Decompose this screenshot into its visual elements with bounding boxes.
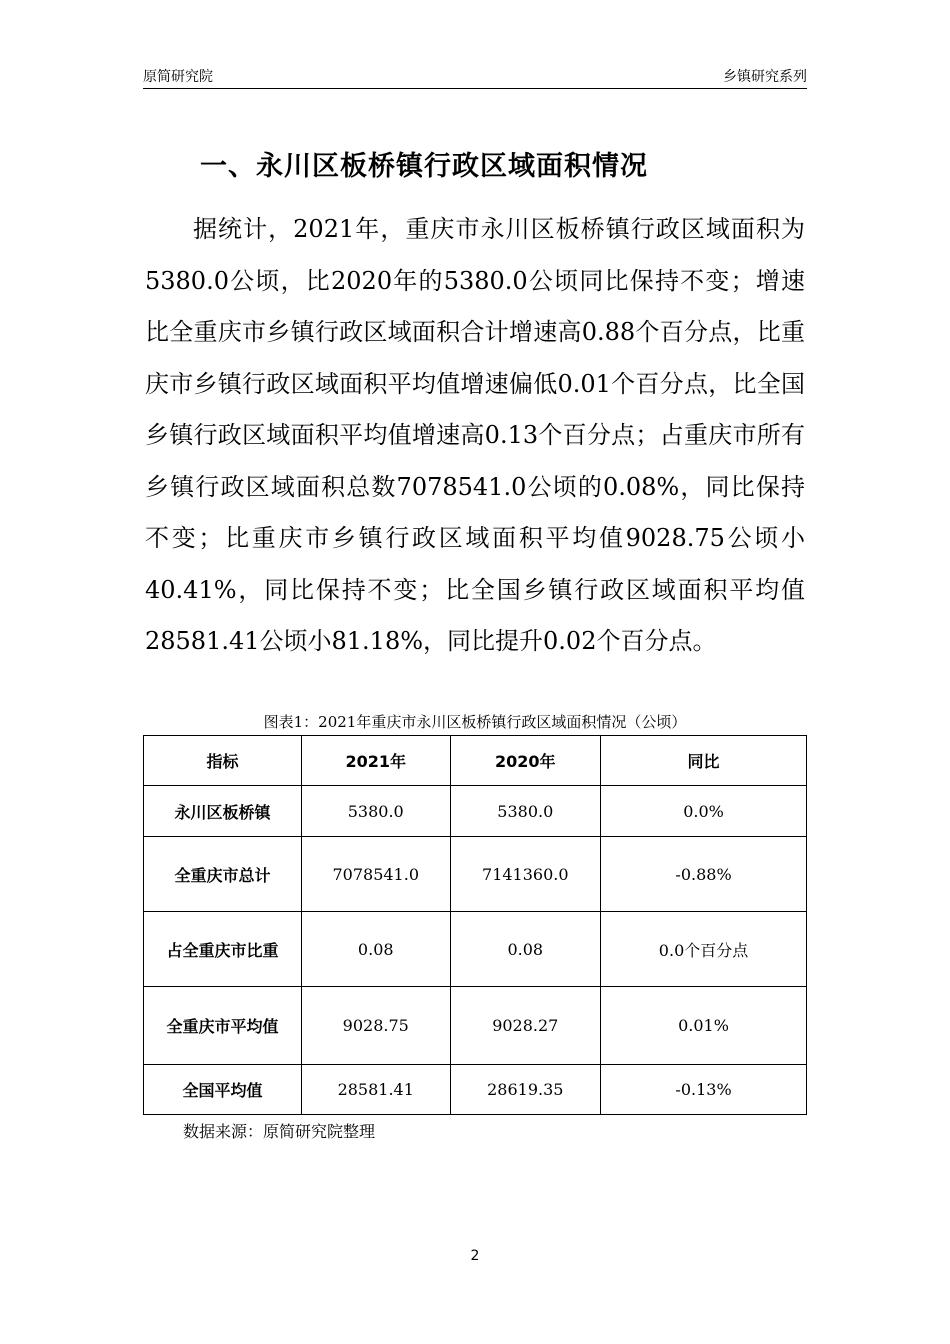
column-header: 2021年 [301, 736, 450, 786]
table-caption: 图表1：2021年重庆市永川区板桥镇行政区域面积情况（公顷） [263, 713, 687, 731]
header-right-label: 乡镇研究系列 [723, 69, 807, 85]
table-cell: 5380.0 [450, 786, 601, 837]
table-row [144, 837, 807, 912]
table-cell: 0.08 [301, 912, 450, 987]
table-cell: 0.0% [601, 786, 807, 837]
row-label: 全重庆市总计 [144, 837, 302, 912]
row-label: 全国平均值 [144, 1065, 302, 1115]
table-cell: -0.13% [601, 1065, 807, 1115]
row-label: 永川区板桥镇 [144, 786, 302, 837]
table-cell: 7078541.0 [301, 837, 450, 912]
data-table [143, 735, 807, 1115]
table-cell: 5380.0 [301, 786, 450, 837]
table-cell: 0.08 [450, 912, 601, 987]
table-header-row [144, 736, 807, 786]
table-cell: 9028.75 [301, 987, 450, 1065]
body-paragraph: 据统计，2021年，重庆市永川区板桥镇行政区域面积为5380.0公顷，比2020年的5380.0公顷同比保持不变；增速比全重庆市乡镇行政区域面积合计增速高0.88个百分点，比重庆市乡镇行政区域面积平均值增速偏低0.01个百分点，比全国乡镇行政区域面积平均值增速高0.13个百分点；占重庆市所有乡镇行政区域面积总数7078541.0公顷的0.08%，同比保持不变；比重庆市乡镇行政区域面积平均值9028.75公顷小40.41%，同比保持不变；比全国乡镇行政区域面积平均值28581.41公顷小81.18%，同比提升0.02个百分点。 [145, 215, 805, 655]
table-row [144, 786, 807, 837]
table-cell: 7141360.0 [450, 837, 601, 912]
data-source-note: 数据来源：原简研究院整理 [183, 1122, 376, 1141]
table-cell: -0.88% [601, 837, 807, 912]
table-cell: 28619.35 [450, 1065, 601, 1115]
row-label: 全重庆市平均值 [144, 987, 302, 1065]
table-cell: 9028.27 [450, 987, 601, 1065]
table-cell: 0.0个百分点 [601, 912, 807, 987]
row-label: 占全重庆市比重 [144, 912, 302, 987]
table-cell: 0.01% [601, 987, 807, 1065]
header-left-label: 原简研究院 [143, 69, 213, 85]
column-header: 指标 [144, 736, 302, 786]
table-row [144, 987, 807, 1065]
column-header: 同比 [601, 736, 807, 786]
page-number: 2 [470, 1248, 480, 1264]
column-header: 2020年 [450, 736, 601, 786]
header-divider [143, 88, 807, 89]
table-cell: 28581.41 [301, 1065, 450, 1115]
table-row [144, 912, 807, 987]
section-heading: 一、永川区板桥镇行政区域面积情况 [200, 151, 648, 182]
table-row [144, 1065, 807, 1115]
